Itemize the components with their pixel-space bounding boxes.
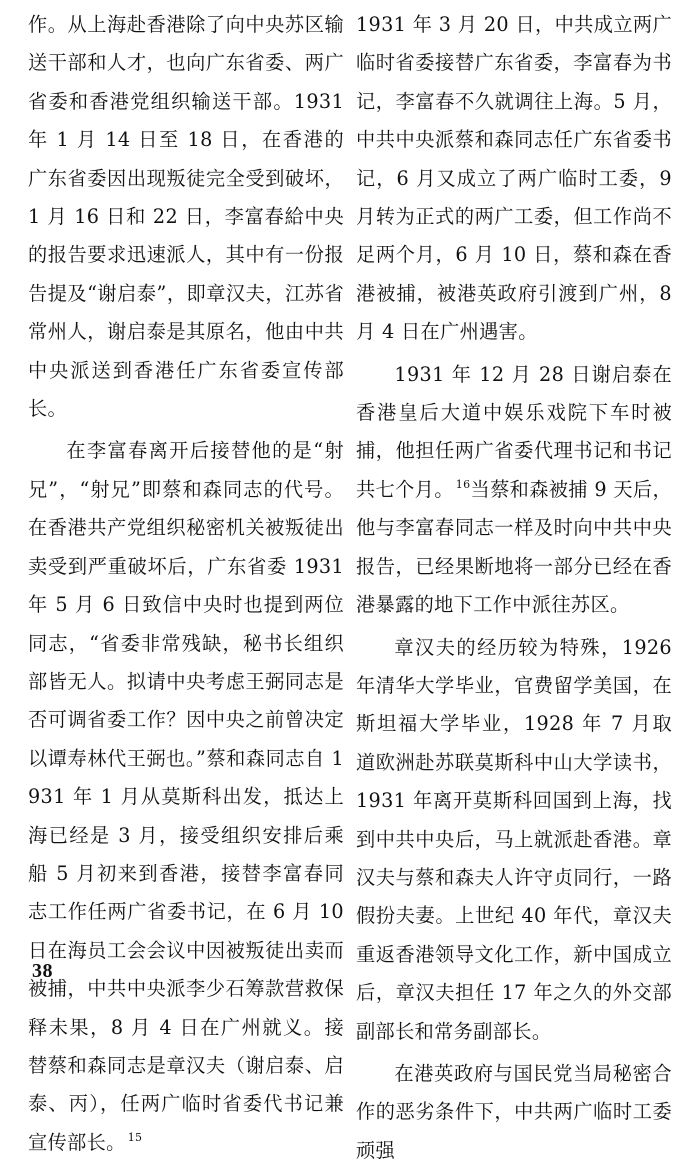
left-column [28, 6, 344, 1162]
paragraph: 1931 年 3 月 20 日，中共成立两广临时省委接替广东省委，李富春为书记，李富春不久就调往上海。5 月，中共中央派蔡和森同志任广东省委书记，6 月又成立了两广临时工委，9 月转为正式的两广工委，但工作尚不足两个月，6 月 10 日，蔡和森在香港被捕，被港英政府引渡到广州，8 月 4 日在广州遇害。 [356, 13, 672, 344]
right-column [356, 6, 672, 1170]
footnote-marker: 15 [127, 1131, 143, 1145]
paragraph-text: 1931 年 12 月 28 日谢启泰在香港皇后大道中娱乐戏院下车时被捕，他担任两广省委代理书记和书记共七个月。 [356, 362, 672, 501]
paragraph: 在港英政府与国民党当局秘密合作的恶劣条件下，中共两广临时工委顽强 [356, 1061, 672, 1162]
page-number: 38 [32, 960, 53, 982]
paragraph-text: 当蔡和森被捕 9 天后，他与李富春同志一样及时向中共中央报告，已经果断地将一部分已经在香港暴露的地下工作中派往苏区。 [356, 477, 673, 617]
paragraph: 作。从上海赴香港除了向中央苏区输送干部和人才，也向广东省委、两广省委和香港党组织输送干部。1931 年 1 月 14 日至 18 日，在香港的广东省委因出现叛徒完全受到破坏，1 月 16 日和 22 日，李富春給中央的报告要求迅速派人，其中有一份报告提及“谢启泰”，即章汉夫，江苏省常州人，谢启泰是其原名，他由中共中央派送到香港任广东省委宣传部长。 [28, 13, 344, 421]
paragraph: 章汉夫的经历较为特殊，1926 年清华大学毕业，官费留学美国，在斯坦福大学毕业，1928 年 7 月取道欧洲赴苏联莫斯科中山大学读书，1931 年离开莫斯科回国到上海，找到中共中央后，马上就派赴香港。章汉夫与蔡和森夫人许守贞同行，一路假扮夫妻。上世纪 40 年代，章汉夫重返香港领导文化工作，新中国成立后，章汉夫担任 17 年之久的外交部副部长和常务副部长。 [356, 635, 672, 1043]
paragraph [28, 432, 344, 1162]
footnote-marker: 16 [455, 478, 471, 492]
paragraph-text: 在李富春离开后接替他的是“射兄”，“射兄”即蔡和森同志的代号。在香港共产党组织秘密机关被叛徒出卖受到严重破坏后，广东省委 1931 年 5 月 6 日致信中央时也提到两位同志，“省委非常残缺，秘书长组织部皆无人。拟请中央考虑王弼同志是否可调省委工作？因中央之前曾决定以谭寿林代王弼也。”蔡和森同志自 1931 年 1 月从莫斯科出发，抵达上海已经是 3 月，接受组织安排后乘船 5 月初来到香港，接替李富春同志工作任两广省委书记，在 6 月 10 日在海员工会会议中因被叛徒出卖而被捕，中共中央派李少石筹款营救保释未果，8 月 4 日在广州就义。接替蔡和森同志是章汉夫（谢启泰、启泰、丙），任两广临时省委代书记兼宣传部长。 [28, 439, 344, 1154]
paragraph [356, 356, 672, 625]
